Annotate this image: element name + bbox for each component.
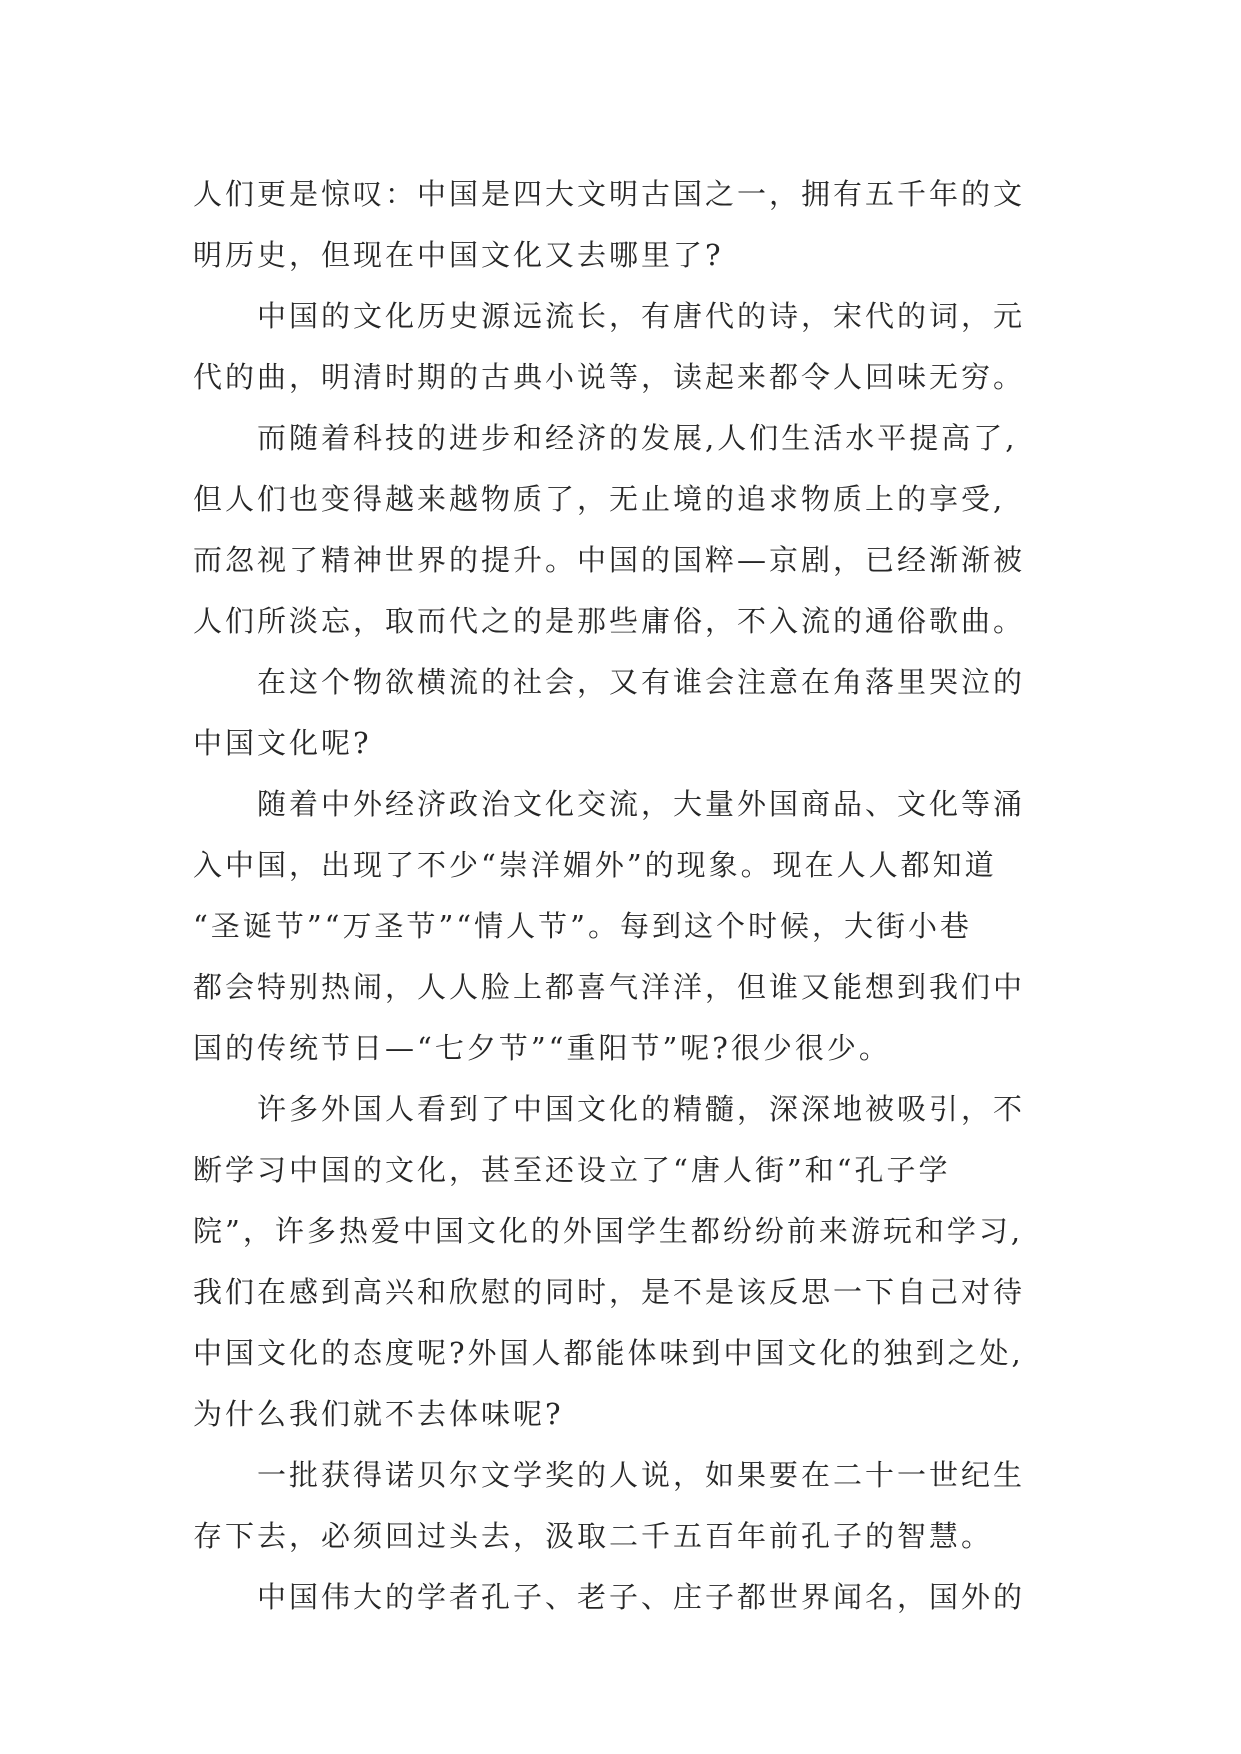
text-line: 一批获得诺贝尔文学奖的人说，如果要在二十一世纪生 — [257, 1458, 1026, 1492]
text-line: 都会特别热闹，人人脸上都喜气洋洋，但谁又能想到我们中 — [193, 970, 1026, 1004]
text-line: 入中国，出现了不少“崇洋媚外”的现象。现在人人都知道 — [193, 848, 997, 882]
paragraph — [193, 1079, 1053, 1445]
text-line: 明历史，但现在中国文化又去哪里了? — [193, 238, 724, 272]
text-line: 中国文化呢? — [193, 726, 372, 760]
text-line: 断学习中国的文化，甚至还设立了“唐人街”和“孔子学 — [193, 1153, 951, 1187]
text-line: “圣诞节”“万圣节”“情人节”。每到这个时候，大街小巷 — [193, 909, 972, 943]
text-line: 而忽视了精神世界的提升。中国的国粹—京剧，已经渐渐被 — [193, 543, 1026, 577]
text-line: 许多外国人看到了中国文化的精髓，深深地被吸引，不 — [257, 1092, 1026, 1126]
paragraph — [193, 774, 1053, 1079]
paragraph — [193, 1567, 1053, 1628]
text-line: 中国文化的态度呢?外国人都能体味到中国文化的独到之处, — [193, 1336, 1024, 1370]
text-line: 我们在感到高兴和欣慰的同时，是不是该反思一下自己对待 — [193, 1275, 1026, 1309]
text-line: 但人们也变得越来越物质了，无止境的追求物质上的享受, — [193, 482, 1006, 516]
text-line: 存下去，必须回过头去，汲取二千五百年前孔子的智慧。 — [193, 1519, 994, 1553]
text-line: 人们所淡忘，取而代之的是那些庸俗，不入流的通俗歌曲。 — [193, 604, 1026, 638]
text-line: 国的传统节日—“七夕节”“重阳节”呢?很少很少。 — [193, 1031, 891, 1065]
text-line: 中国的文化历史源远流长，有唐代的诗，宋代的词，元 — [257, 299, 1026, 333]
text-line: 院”，许多热爱中国文化的外国学生都纷纷前来游玩和学习, — [193, 1214, 1024, 1248]
text-line: 在这个物欲横流的社会，又有谁会注意在角落里哭泣的 — [257, 665, 1026, 699]
text-line: 而随着科技的进步和经济的发展,人们生活水平提高了, — [257, 421, 1018, 455]
document-body — [193, 164, 1053, 1628]
paragraph — [193, 164, 1053, 286]
paragraph — [193, 408, 1053, 652]
text-line: 人们更是惊叹：中国是四大文明古国之一，拥有五千年的文 — [193, 177, 1026, 211]
text-line: 为什么我们就不去体味呢? — [193, 1397, 564, 1431]
paragraph — [193, 652, 1053, 774]
text-line: 中国伟大的学者孔子、老子、庄子都世界闻名，国外的 — [257, 1580, 1026, 1614]
text-line: 随着中外经济政治文化交流，大量外国商品、文化等涌 — [257, 787, 1026, 821]
paragraph — [193, 1445, 1053, 1567]
text-line: 代的曲，明清时期的古典小说等，读起来都令人回味无穷。 — [193, 360, 1026, 394]
paragraph — [193, 286, 1053, 408]
